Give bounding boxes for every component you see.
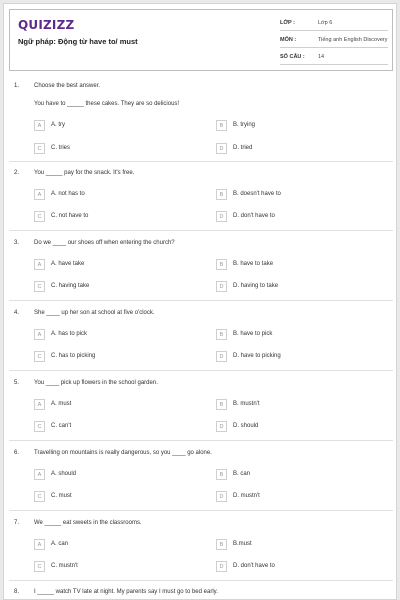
- option-letter-box: C: [34, 421, 45, 432]
- question-divider: [9, 510, 393, 511]
- option-label: B. have to pick: [233, 331, 273, 337]
- question-divider: [9, 440, 393, 441]
- option-label: D. should: [233, 423, 259, 429]
- option-letter-box: A: [34, 469, 45, 480]
- option-label: B. doesn't have to: [233, 191, 281, 197]
- option-label: D. have to picking: [233, 353, 281, 359]
- question-prompt: You have to _____ these cakes. They are so delicious!: [34, 101, 180, 107]
- question-text: We _____ eat sweets in the classrooms.: [34, 520, 142, 526]
- option-label: C. can't: [51, 423, 72, 429]
- option-label: B. can: [233, 471, 251, 477]
- option-label: B. trying: [233, 122, 256, 128]
- question-text: Do we ____ our shoes off when entering the church?: [34, 240, 175, 246]
- option-letter-box: B: [216, 539, 227, 550]
- meta-value: Tiếng anh English Discovery: [318, 37, 388, 43]
- question-divider: [9, 230, 393, 231]
- option-letter-box: A: [34, 189, 45, 200]
- option-letter-box: D: [216, 561, 227, 572]
- option-letter-box: B: [216, 189, 227, 200]
- question-text: You _____ pay for the snack. It's free.: [34, 170, 135, 176]
- option-letter-box: A: [34, 329, 45, 340]
- option-label: B. have to take: [233, 261, 274, 267]
- question-divider: [9, 370, 393, 371]
- question-text: You ____ pick up flowers in the school garden.: [34, 380, 158, 386]
- meta-row-grade: [280, 14, 388, 31]
- meta-value: Lớp 6: [318, 20, 333, 26]
- option-letter-box: D: [216, 211, 227, 222]
- question-number: 3.: [14, 240, 20, 246]
- option-label: A. have take: [51, 261, 85, 267]
- quizizz-logo: QUIZIZZ: [18, 18, 75, 32]
- option-label: A. try: [51, 122, 66, 128]
- question-number: 8.: [14, 589, 20, 595]
- option-label: D. don't have to: [233, 213, 275, 219]
- option-label: C. having take: [51, 283, 90, 289]
- option-letter-box: B: [216, 399, 227, 410]
- option-label: C. mustn't: [51, 563, 78, 569]
- option-label: D. mustn't: [233, 493, 260, 499]
- option-letter-box: B: [216, 120, 227, 131]
- question-number: 7.: [14, 520, 20, 526]
- option-letter-box: D: [216, 351, 227, 362]
- worksheet-title: Ngữ pháp: Động từ have to/ must: [18, 37, 138, 46]
- option-letter-box: D: [216, 281, 227, 292]
- option-label: A. not has to: [51, 191, 85, 197]
- option-letter-box: A: [34, 120, 45, 131]
- worksheet-header: [9, 9, 393, 71]
- question-number: 5.: [14, 380, 20, 386]
- meta-value: 14: [318, 54, 325, 60]
- worksheet-page: [3, 3, 397, 600]
- question-divider: [9, 300, 393, 301]
- option-label: C. has to picking: [51, 353, 96, 359]
- question-number: 4.: [14, 310, 20, 316]
- meta-key: SỐ CÂU :: [280, 54, 305, 60]
- option-label: D. tried: [233, 145, 253, 151]
- question-text: She ____ up her son at school at five o'clock.: [34, 310, 155, 316]
- option-label: A. must: [51, 401, 72, 407]
- option-letter-box: C: [34, 351, 45, 362]
- question-divider: [9, 580, 393, 581]
- meta-row-subject: [280, 31, 388, 48]
- question-number: 2.: [14, 170, 20, 176]
- question-text: Travelling on mountains is really dangerous, so you ____ go alone.: [34, 450, 212, 456]
- option-letter-box: B: [216, 329, 227, 340]
- question-text: Choose the best answer.: [34, 83, 101, 89]
- option-label: A. has to pick: [51, 331, 88, 337]
- option-label: B. mustn't: [233, 401, 260, 407]
- option-letter-box: B: [216, 259, 227, 270]
- option-label: D. having to take: [233, 283, 279, 289]
- option-letter-box: C: [34, 211, 45, 222]
- option-letter-box: D: [216, 421, 227, 432]
- option-letter-box: B: [216, 469, 227, 480]
- option-label: C. must: [51, 493, 72, 499]
- meta-key: MÔN :: [280, 37, 297, 43]
- option-label: A. can: [51, 541, 69, 547]
- option-letter-box: D: [216, 143, 227, 154]
- option-label: C. not have to: [51, 213, 89, 219]
- option-letter-box: A: [34, 539, 45, 550]
- option-letter-box: A: [34, 399, 45, 410]
- question-number: 1.: [14, 83, 20, 89]
- option-label: C. tries: [51, 145, 71, 151]
- option-letter-box: C: [34, 143, 45, 154]
- meta-row-count: [280, 48, 388, 65]
- option-label: A. should: [51, 471, 77, 477]
- option-label: B.must: [233, 541, 252, 547]
- question-divider: [9, 161, 393, 162]
- meta-key: LỚP :: [280, 20, 295, 26]
- question-text: I _____ watch TV late at night. My parents say I must go to bed early.: [34, 589, 218, 595]
- option-letter-box: C: [34, 491, 45, 502]
- option-letter-box: C: [34, 561, 45, 572]
- option-letter-box: D: [216, 491, 227, 502]
- option-letter-box: A: [34, 259, 45, 270]
- option-letter-box: C: [34, 281, 45, 292]
- question-number: 6.: [14, 450, 20, 456]
- option-label: D. don't have to: [233, 563, 275, 569]
